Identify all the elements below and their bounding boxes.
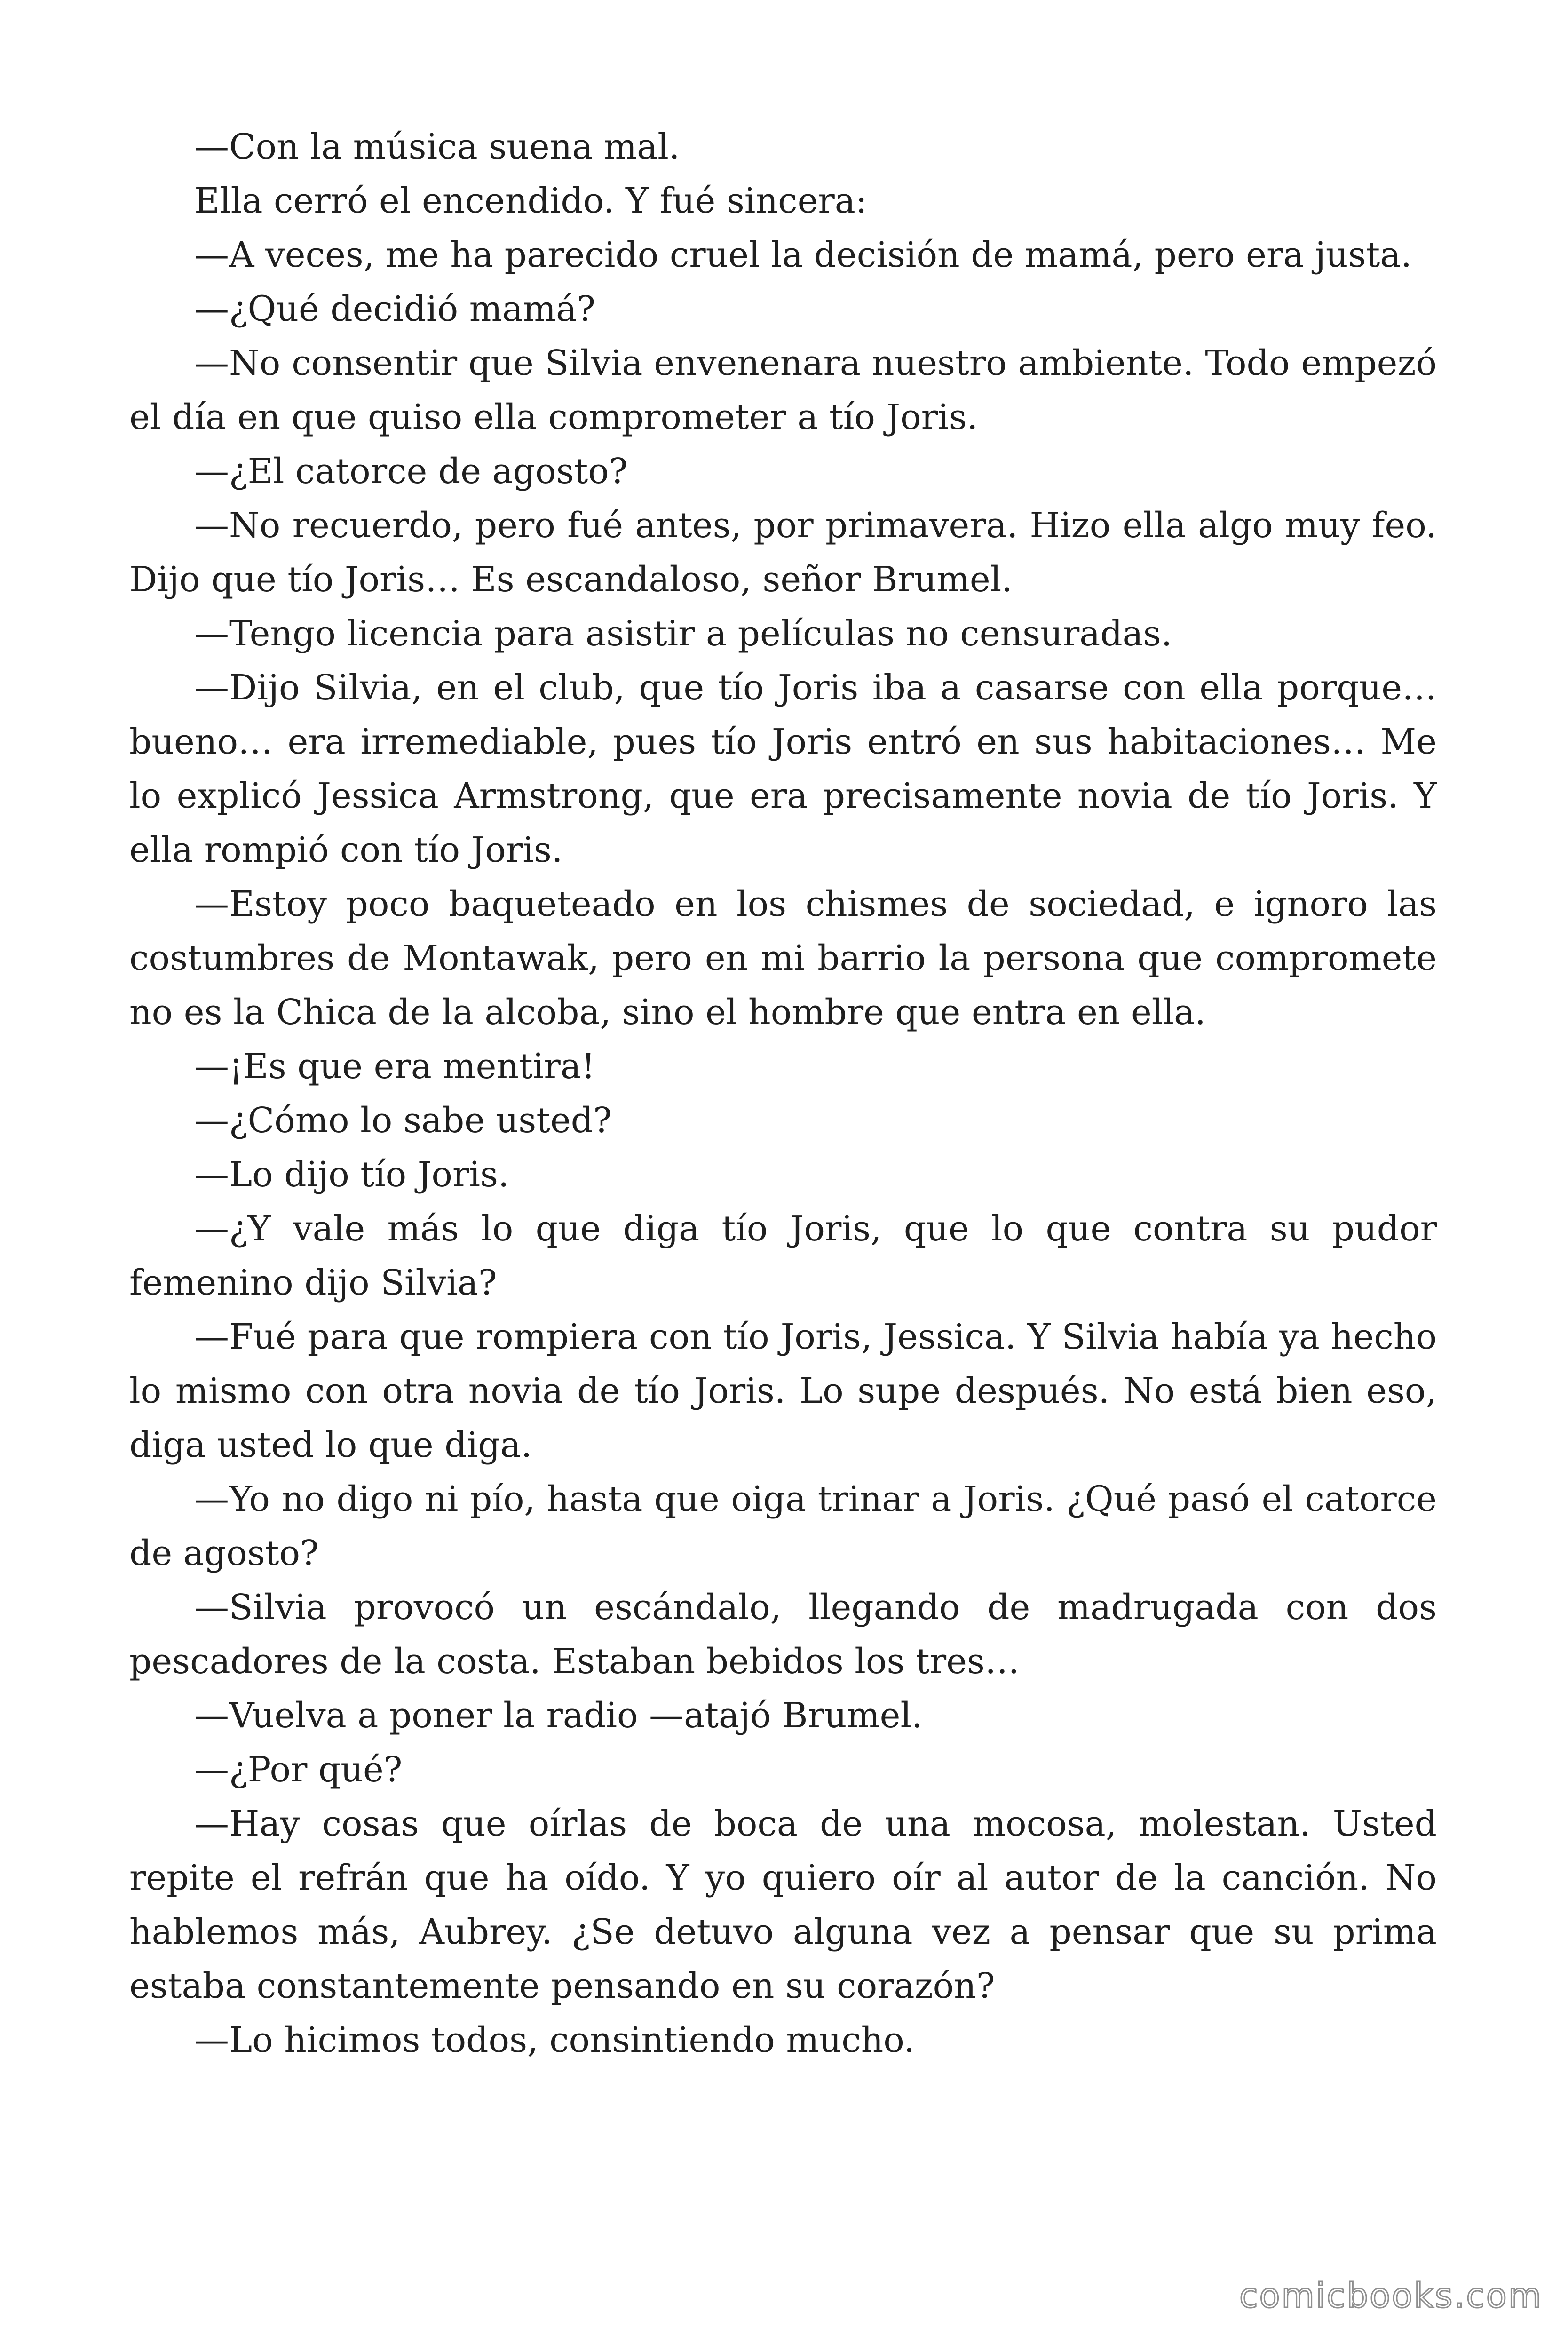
paragraph: —¿Por qué? [194, 1749, 403, 1790]
paragraph: —¿Y vale más lo que diga tío Joris, que lo que contra su pudor femenino dijo Silvia? [129, 1208, 1437, 1303]
watermark: comicbooks.com [1239, 2276, 1543, 2315]
paragraph: —A veces, me ha parecido cruel la decisión de mamá, pero era justa. [194, 235, 1412, 275]
paragraph: —Yo no digo ni pío, hasta que oiga trinar a Joris. ¿Qué pasó el catorce de agosto? [129, 1479, 1437, 1573]
paragraph: —Lo dijo tío Joris. [194, 1154, 509, 1195]
body-text [129, 120, 1437, 2067]
paragraph: —Vuelva a poner la radio —atajó Brumel. [194, 1695, 923, 1736]
paragraph: —No recuerdo, pero fué antes, por primavera. Hizo ella algo muy feo. Dijo que tío Joris… Es escandaloso, señor Brumel. [129, 505, 1437, 600]
paragraph: Ella cerró el encendido. Y fué sincera: [194, 181, 867, 221]
paragraph: —Fué para que rompiera con tío Joris, Jessica. Y Silvia había ya hecho lo mismo con otra novia de tío Joris. Lo supe después. No está bien eso, diga usted lo que diga. [129, 1317, 1437, 1465]
paragraph: —Tengo licencia para asistir a películas no censuradas. [194, 613, 1172, 654]
paragraph: —¿Cómo lo sabe usted? [194, 1100, 612, 1141]
paragraph: —¿El catorce de agosto? [194, 451, 628, 492]
paragraph: —¡Es que era mentira! [194, 1046, 595, 1087]
paragraph: —Con la música suena mal. [194, 127, 680, 167]
paragraph: —Hay cosas que oírlas de boca de una mocosa, molestan. Usted repite el refrán que ha oído. Y yo quiero oír al autor de la canción. No hablemos más, Aubrey. ¿Se detuvo alguna vez a pensar que su prima estaba constantemente pensando en su corazón? [129, 1804, 1437, 2006]
paragraph: —No consentir que Silvia envenenara nuestro ambiente. Todo empezó el día en que quiso ella comprometer a tío Joris. [129, 343, 1437, 437]
paragraph: —¿Qué decidió mamá? [194, 289, 595, 329]
paragraph: —Estoy poco baqueteado en los chismes de sociedad, e ignoro las costumbres de Montawak, pero en mi barrio la persona que compromete no es la Chica de la alcoba, sino el hombre que entra en ella. [129, 884, 1437, 1033]
paragraph: —Dijo Silvia, en el club, que tío Joris iba a casarse con ella porque… bueno… era irremediable, pues tío Joris entró en sus habitaciones… Me lo explicó Jessica Armstrong, que era precisamente novia de tío Joris. Y ella rompió con tío Joris. [129, 667, 1437, 870]
paragraph: —Silvia provocó un escándalo, llegando de madrugada con dos pescadores de la costa. Estaban bebidos los tres… [129, 1587, 1437, 1682]
paragraph: —Lo hicimos todos, consintiendo mucho. [194, 2020, 915, 2060]
